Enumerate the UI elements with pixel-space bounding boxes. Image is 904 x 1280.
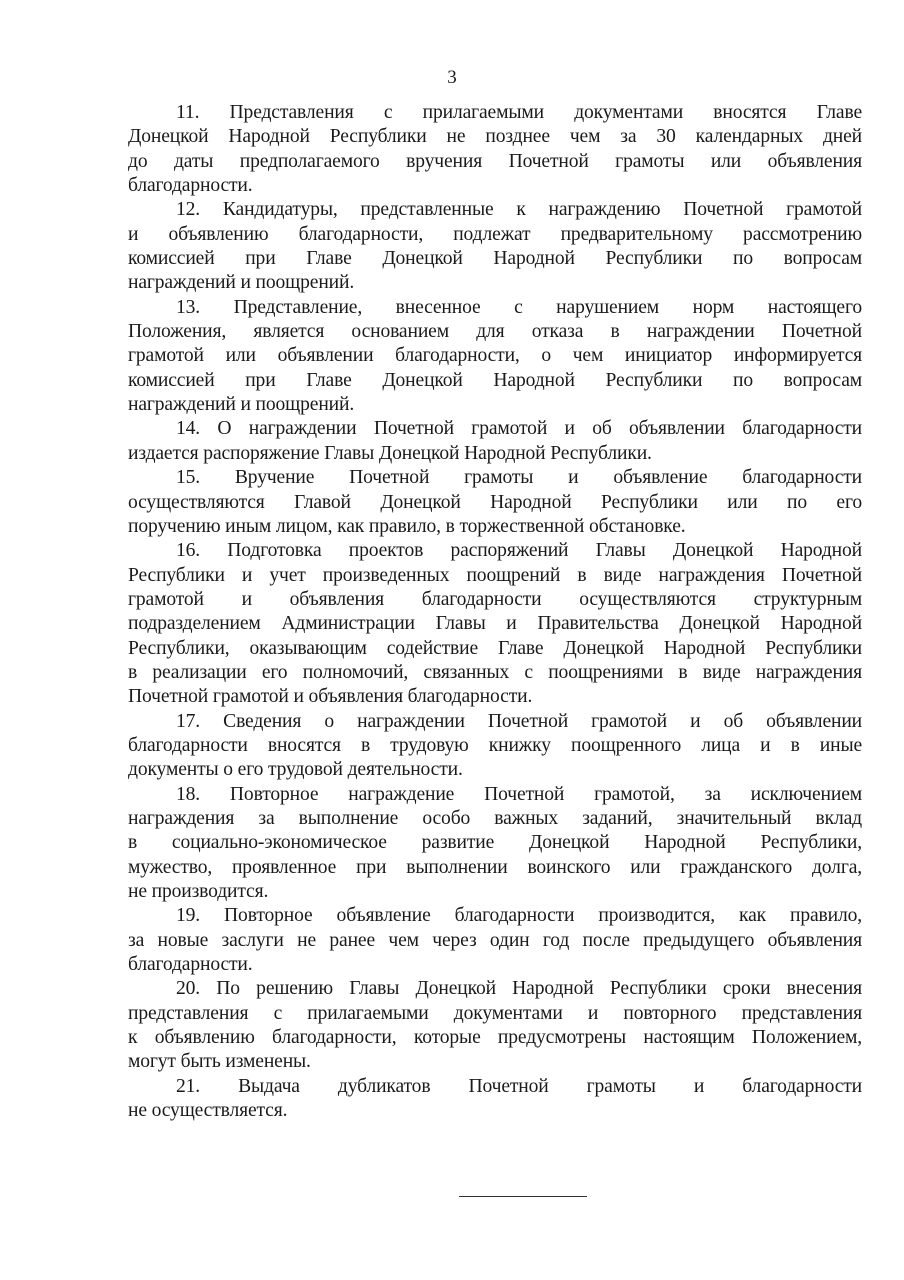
paragraph-line: поручению иным лицом, как правило, в торжественной обстановке.: [128, 515, 686, 537]
paragraph-line: 16. Подготовка проектов распоряжений Главы Донецкой Народной: [176, 540, 862, 562]
paragraph-line: благодарности.: [128, 175, 253, 197]
paragraph-line: 20. По решению Главы Донецкой Народной Республики сроки внесения: [176, 978, 862, 1000]
paragraph-17: [128, 710, 862, 783]
paragraph-15: [128, 466, 862, 539]
paragraph-21: [128, 1075, 862, 1124]
paragraph-line: издается распоряжение Главы Донецкой Народной Республики.: [128, 442, 652, 464]
paragraph-16: [128, 539, 862, 709]
paragraph-line: подразделением Администрации Главы и Правительства Донецкой Народной: [128, 613, 862, 635]
paragraph-line: 19. Повторное объявление благодарности производится, как правило,: [176, 905, 862, 927]
paragraph-line: 17. Сведения о награждении Почетной грамотой и об объявлении: [176, 710, 862, 732]
paragraph-line: 14. О награждении Почетной грамотой и об объявлении благодарности: [176, 418, 862, 440]
paragraph-line: 12. Кандидатуры, представленные к награждению Почетной грамотой: [176, 199, 862, 221]
paragraph-line: представления с прилагаемыми документами и повторного представления: [128, 1002, 862, 1024]
paragraph-line: могут быть изменены.: [128, 1051, 311, 1073]
paragraph-12: [128, 198, 862, 295]
paragraph-line: документы о его трудовой деятельности.: [128, 759, 463, 781]
paragraph-14: [128, 417, 862, 466]
paragraph-line: Положения, является основанием для отказа в награждении Почетной: [128, 321, 862, 343]
paragraph-line: к объявлению благодарности, которые предусмотрены настоящим Положением,: [128, 1027, 862, 1049]
paragraph-line: не осуществляется.: [128, 1100, 288, 1122]
paragraph-line: до даты предполагаемого вручения Почетной грамоты или объявления: [128, 150, 862, 172]
paragraph-line: награждений и поощрений.: [128, 272, 355, 294]
paragraph-line: не производится.: [128, 881, 269, 902]
paragraph-line: Республики и учет произведенных поощрений в виде награждения Почетной: [128, 564, 862, 586]
paragraph-line: осуществляются Главой Донецкой Народной Республики или по его: [128, 491, 862, 513]
paragraph-line: Донецкой Народной Республики не позднее чем за 30 календарных дней: [128, 126, 862, 148]
paragraph-line: Почетной грамотой и объявления благодарности.: [128, 686, 533, 708]
end-of-document-separator: [459, 1196, 587, 1197]
paragraph-line: благодарности вносятся в трудовую книжку поощренного лица и в иные: [128, 734, 862, 756]
paragraph-18: [128, 783, 862, 905]
paragraph-line: награждений и поощрений.: [128, 394, 355, 416]
paragraph-11: [128, 101, 862, 198]
paragraph-19: [128, 904, 862, 977]
paragraph-line: в социально-экономическое развитие Донецкой Народной Республики,: [128, 832, 862, 854]
page-number: 3: [447, 67, 457, 88]
paragraph-line: грамотой и объявления благодарности осуществляются структурным: [128, 588, 862, 610]
document-body: [128, 101, 862, 1123]
paragraph-line: комиссией при Главе Донецкой Народной Республики по вопросам: [128, 248, 862, 270]
paragraph-line: 15. Вручение Почетной грамоты и объявление благодарности: [176, 467, 862, 489]
paragraph-line: 13. Представление, внесенное с нарушением норм настоящего: [176, 296, 862, 318]
paragraph-line: Республики, оказывающим содействие Главе Донецкой Народной Республики: [128, 637, 862, 659]
paragraph-line: в реализации его полномочий, связанных с поощрениями в виде награждения: [128, 661, 862, 683]
paragraph-line: за новые заслуги не ранее чем через один год после предыдущего объявления: [128, 929, 862, 951]
paragraph-line: и объявлению благодарности, подлежат предварительному рассмотрению: [128, 223, 862, 245]
paragraph-line: комиссией при Главе Донецкой Народной Республики по вопросам: [128, 369, 862, 391]
paragraph-line: благодарности.: [128, 954, 253, 976]
paragraph-20: [128, 977, 862, 1074]
paragraph-13: [128, 296, 862, 418]
paragraph-line: мужество, проявленное при выполнении воинского или гражданского долга,: [128, 856, 862, 878]
paragraph-line: грамотой или объявлении благодарности, о чем инициатор информируется: [128, 345, 862, 367]
paragraph-line: 21. Выдача дубликатов Почетной грамоты и благодарности: [176, 1075, 862, 1097]
paragraph-line: 11. Представления с прилагаемыми документами вносятся Главе: [176, 102, 862, 123]
paragraph-line: награждения за выполнение особо важных заданий, значительный вклад: [128, 807, 862, 829]
paragraph-line: 18. Повторное награждение Почетной грамотой, за исключением: [176, 783, 862, 805]
